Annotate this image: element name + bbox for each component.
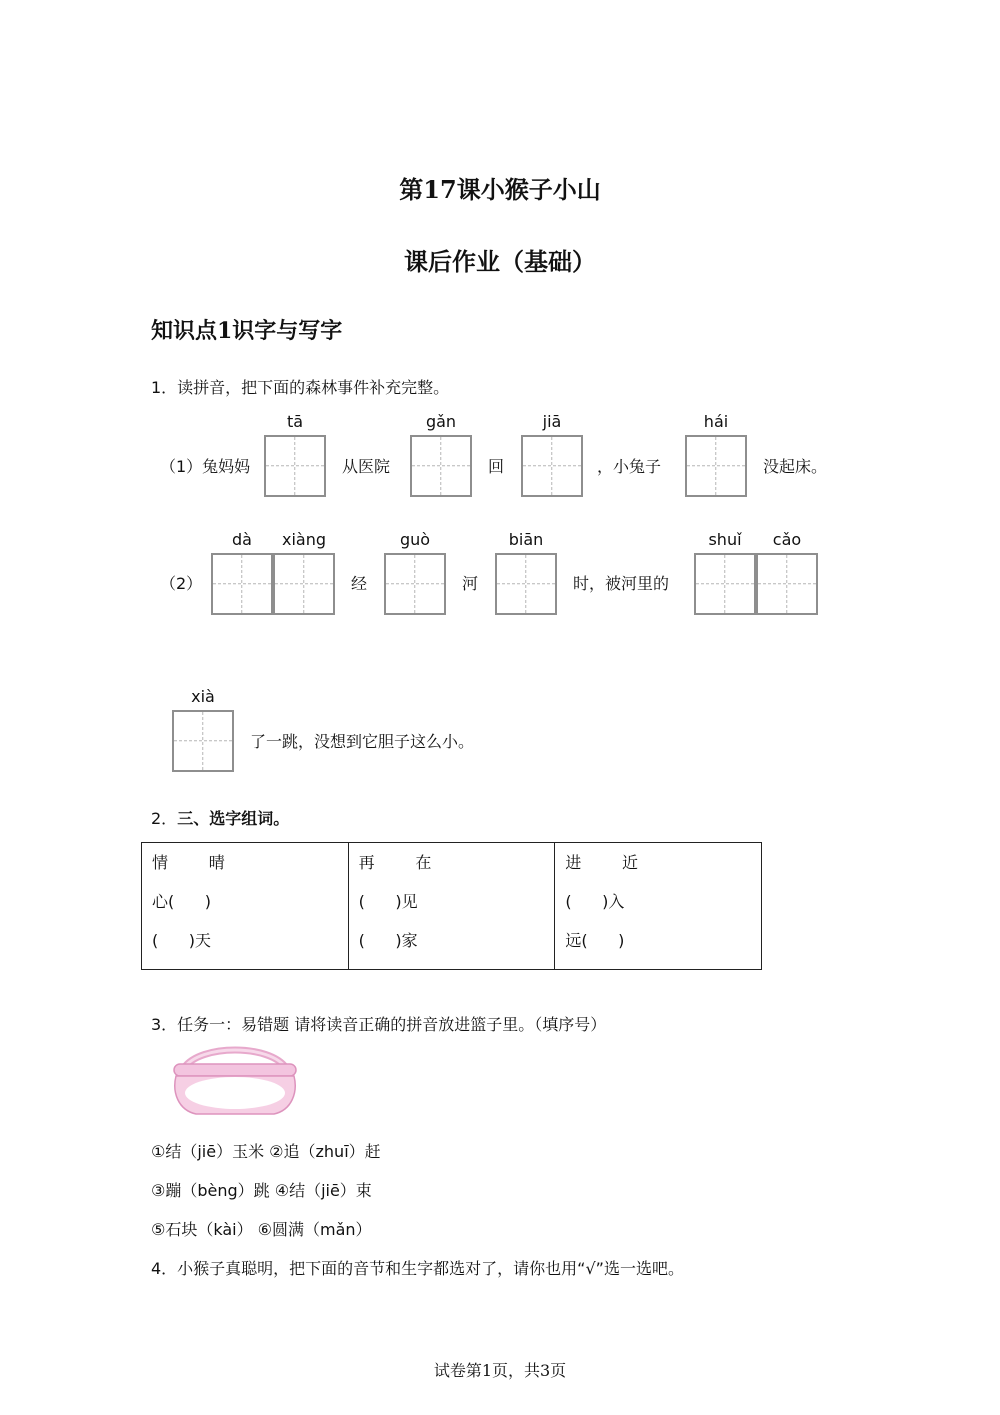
q1-prompt: 1．读拼音，把下面的森林事件补充完整。 xyxy=(151,378,450,397)
basket-icon xyxy=(170,1046,300,1118)
writing-grid-bian[interactable] xyxy=(495,553,557,615)
q1-line1-text-3: ，小兔子 xyxy=(597,457,662,476)
q1-line1-text-2: 回 xyxy=(488,457,505,476)
blank-word[interactable]: ( )天 xyxy=(152,931,212,950)
writing-grid-xiang[interactable] xyxy=(273,553,335,615)
q2-prompt xyxy=(151,806,289,829)
pinyin-cao: cǎo xyxy=(772,530,802,549)
word-pair: 进 近 xyxy=(565,853,639,872)
word-choice-cell xyxy=(555,843,762,970)
writing-grid-hai[interactable] xyxy=(685,435,747,497)
q1-line2-label: （2） xyxy=(160,574,203,593)
word-choice-table xyxy=(141,842,762,970)
q4-prompt: 4．小猴子真聪明，把下面的音节和生字都选对了，请你也用“√”选一选吧。 xyxy=(151,1259,684,1278)
word-choice-cell xyxy=(142,843,349,970)
pinyin-shui: shuǐ xyxy=(708,530,742,549)
writing-grid-shui[interactable] xyxy=(694,553,756,615)
pinyin-guo: guò xyxy=(399,530,431,549)
q2-number: 2． xyxy=(151,809,178,828)
q3-option-row-3: ⑤石块（kài） ⑥圆满（mǎn） xyxy=(151,1220,372,1239)
writing-grid-jia[interactable] xyxy=(521,435,583,497)
q1-line2-text-1: 经 xyxy=(351,574,368,593)
pinyin-gan: gǎn xyxy=(425,412,457,431)
word-choice-cell xyxy=(348,843,555,970)
pinyin-bian: biān xyxy=(508,530,544,549)
q1-line1-text-4: 没起床。 xyxy=(763,457,828,476)
page-footer: 试卷第1页，共3页 xyxy=(433,1361,567,1380)
blank-word[interactable]: ( )见 xyxy=(358,892,418,911)
writing-grid-ta[interactable] xyxy=(264,435,326,497)
section-heading: 知识点1识字与写字 xyxy=(151,318,343,344)
pinyin-ta: tā xyxy=(286,412,304,431)
writing-grid-cao[interactable] xyxy=(756,553,818,615)
writing-grid-guo[interactable] xyxy=(384,553,446,615)
q1-line1-label: （1）兔妈妈 xyxy=(160,457,251,476)
blank-word[interactable]: ( )入 xyxy=(565,892,625,911)
writing-grid-da[interactable] xyxy=(211,553,273,615)
q1-line3-text: 了一跳，没想到它胆子这么小。 xyxy=(250,732,475,751)
q1-line2-text-3: 时，被河里的 xyxy=(573,574,670,593)
pinyin-xiang: xiàng xyxy=(281,530,326,549)
word-pair: 再 在 xyxy=(358,853,432,872)
q1-line2-text-2: 河 xyxy=(462,574,479,593)
q2-title: 三、选字组词。 xyxy=(177,809,290,828)
pinyin-da: dà xyxy=(232,530,252,549)
q1-line1-text-1: 从医院 xyxy=(342,457,391,476)
blank-word[interactable]: 心( ) xyxy=(152,892,212,911)
q3-option-row-2: ③蹦（bèng）跳 ④结（jiē）束 xyxy=(151,1181,372,1200)
q3-option-row-1: ①结（jiē）玉米 ②追（zhuī）赶 xyxy=(151,1142,381,1161)
blank-word[interactable]: 远( ) xyxy=(565,931,625,950)
pinyin-xia: xià xyxy=(191,687,215,706)
word-pair: 情 晴 xyxy=(152,853,225,872)
page-subtitle: 课后作业（基础） xyxy=(404,247,596,276)
pinyin-jia: jiā xyxy=(542,412,562,431)
writing-grid-gan[interactable] xyxy=(410,435,472,497)
q3-prompt: 3．任务一：易错题 请将读音正确的拼音放进篮子里。（填序号） xyxy=(151,1015,607,1034)
blank-word[interactable]: ( )家 xyxy=(358,931,418,950)
page-title: 第17课小猴子小山 xyxy=(399,175,601,204)
writing-grid-xia[interactable] xyxy=(172,710,234,772)
pinyin-hai: hái xyxy=(703,412,729,431)
